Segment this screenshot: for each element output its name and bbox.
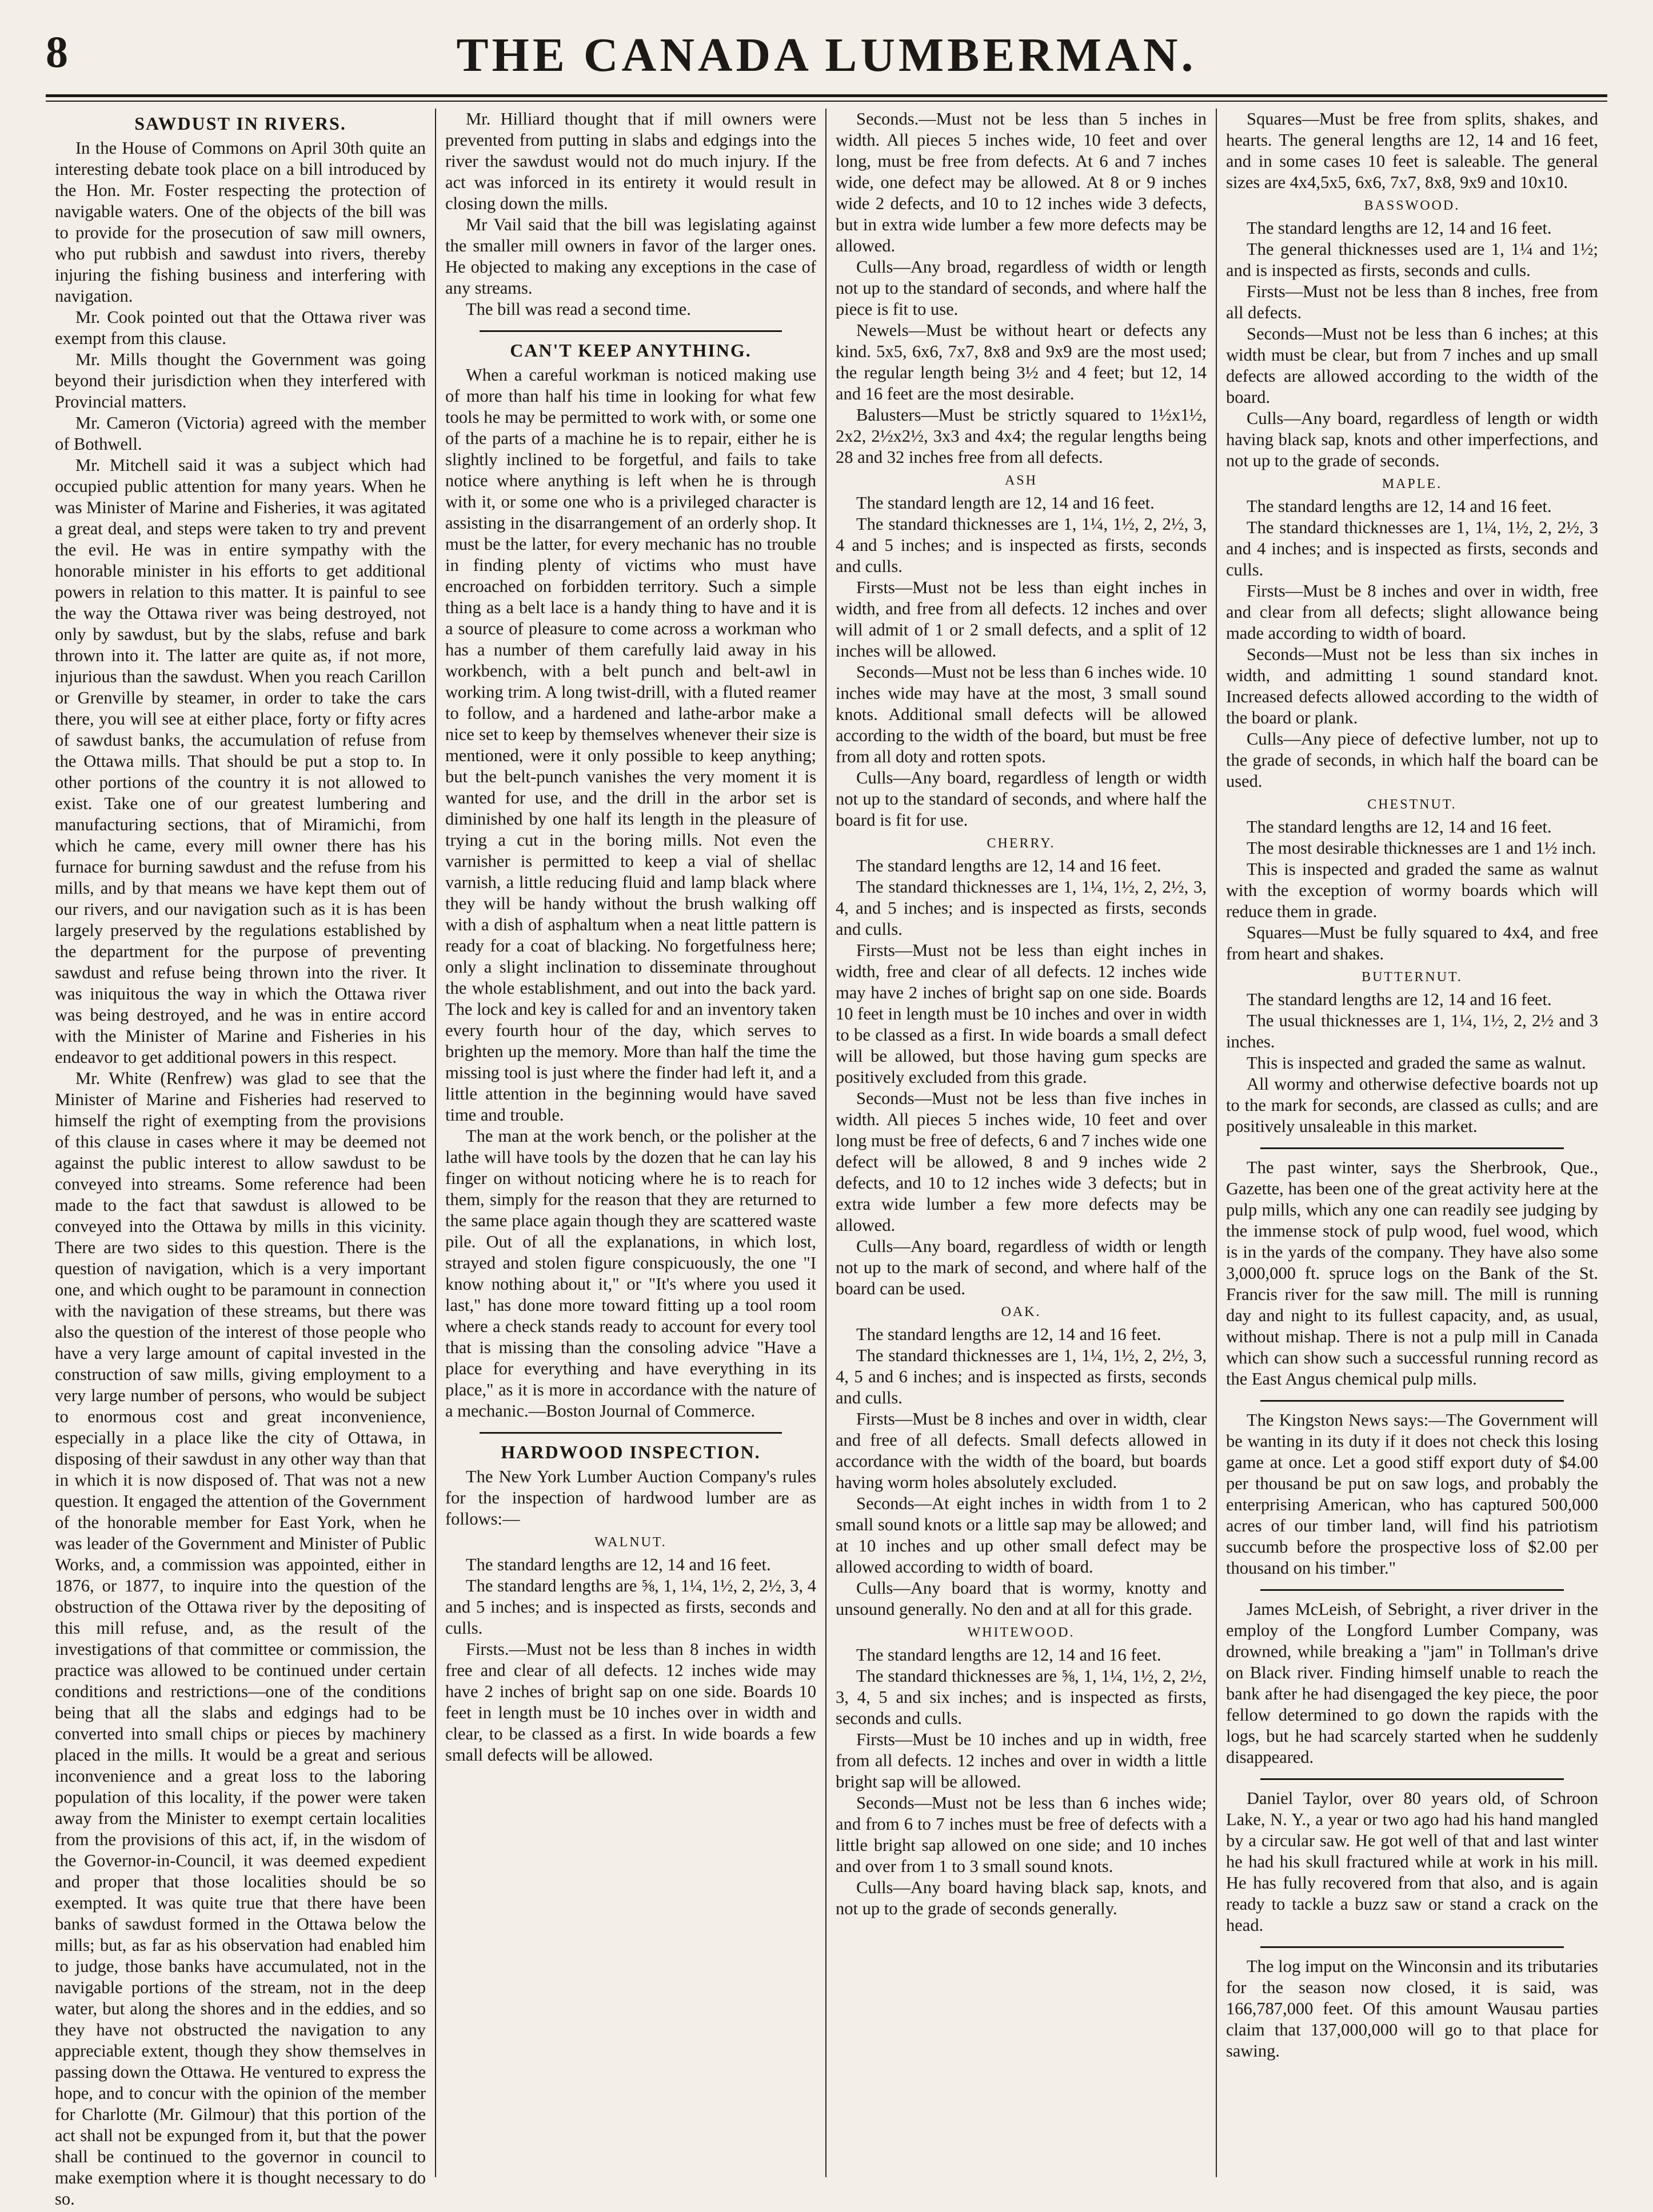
- paragraph: The standard lengths are 12, 14 and 16 feet.: [1247, 497, 1552, 516]
- paragraph: The most desirable thicknesses are 1 and 1½ inch.: [1247, 838, 1596, 858]
- subheading-butternut: BUTTERNUT.: [1361, 970, 1463, 985]
- paragraph: Culls—Any board, regardless of width or length not up to the mark of second, and where half of the board can be used.: [836, 1237, 1207, 1298]
- paragraph: Seconds.—Must not be less than 5 inches in width. All pieces 5 inches wide, 10 feet and over long, must be free from defects. At 6 and 7 inches wide, one defect may be allowed. At 8 or 9 inches wide 2 defects, and 10 to 12 inches wide 3 defects, but in extra wide lumber a few more defects may be allowed.: [836, 109, 1207, 255]
- subheading-ash: ASH: [1004, 473, 1037, 488]
- paragraph: Seconds—Must not be less than six inches in width, and admitting 1 sound standard knot. Increased defects allowed according to the width of the board or plank.: [1226, 645, 1598, 727]
- subheading-basswood: BASSWOOD.: [1364, 198, 1460, 213]
- paragraph: Mr. White (Renfrew) was glad to see that the Minister of Marine and Fisheries had reserved to himself the right of exempting from the provisions of this clause in cases where it may be deemed not against the public interest to allow sawdust to be conveyed into streams. Some reference had been made to the fact that sawdust is allowed to be conveyed into the Ottawa by mills in this vicinity. There are two sides to this question. There is the question of navigation, which is a very important one, and which ought to be paramount in connection with the navigation of these streams, but there was also the question of the interest of those people who have a very large amount of capital invested in the construction of saw mills, giving employment to a very large number of persons, who would be subject to enormous cost and great inconvenience, especially in a place like the city of Ottawa, in disposing of their sawdust in any other way than that in which it is now disposed of. That was not a new question. It engaged the attention of the Government of the honorable member for East York, when he was leader of the Government and Minister of Public Works, and, a commission was appointed, either in 1876, or 1877, to inquire into the question of the obstruction of the Ottawa river by the depositing of this mill refuse, and, as the result of the investigations of that committee or commission, the practice was allowed to be continued under certain conditions and restrictions—one of the conditions being that all the slabs and edgings had to be converted into small chips or pieces by machinery placed in the mills. It would be a great and serious inconvenience and a great loss to the laboring population of this locality, if the power were taken away from the Minister to exempt certain localities from the provisions of this act, if, in the wisdom of the Governor-in-Council, it was deemed expedient and proper that those localities should be so exempted. It was quite true that there have been banks of sawdust formed in the Ottawa below the mills; but, as far as his observation had enabled him to judge, those banks have accumulated, not in the navigable portions of the stream, not in the deep water, but along the shores and in the eddies, and so they have not obstructed the navigation to any appreciable extent, though they show themselves in passing down the Ottawa. He ventured to express the hope, and to concur with the opinion of the member for Charlotte (Mr. Gilmour) that this portion of the act shall not be expunged from it, but that the power shall be continued to the governor in council to make exemption where it is thought necessary to do so.: [55, 1069, 426, 2209]
- paragraph: This is inspected and graded the same as walnut with the exception of wormy boards which will reduce them in grade.: [1226, 859, 1598, 921]
- paragraph: Mr. Mitchell said it was a subject which had occupied public attention for many years. When he was Minister of Marine and Fisheries, it was agitated a great deal, and steps were taken to try and prevent the evil. He was in entire sympathy with the honorable minister in his efforts to get additional powers in relation to this matter. It is painful to see the way the Ottawa river was being destroyed, not only by sawdust, but by the slabs, refuse and bark thrown into it. The latter are quite as, if not more, injurious than the sawdust. When you reach Carillon or Grenville by steamer, in order to take the cars there, you will see at either place, forty or fifty acres of sawdust banks, the accumulation of refuse from the Ottawa mills. That should be put a stop to. In other portions of the country it is not allowed to exist. Take one of our greatest lumbering and manufacturing sections, that of Miramichi, from which he came, every mill owner there has his furnace for burning sawdust and the refuse from his mills, and by that means we have kept them out of our rivers, and our navigation such as it is has been largely preserved by the regulations established by the department for the purpose of preventing sawdust and refuse being thrown into the river. It was iniquitous the way in which the Ottawa river was being destroyed, and he was in entire accord with the Minister of Marine and Fisheries in his endeavor to get additional powers in this respect.: [55, 455, 426, 1067]
- paragraph: Seconds—Must not be less than 6 inches wide. 10 inches wide may have at the most, 3 small sound knots. Additional small defects will be allowed according to the width of the board, but must be free from all doty and rotten spots.: [836, 662, 1207, 766]
- paragraph: The usual thicknesses are 1, 1¼, 1½, 2, 2½ and 3 inches.: [1226, 1011, 1598, 1051]
- paragraph: The standard lengths are 12, 14 and 16 feet.: [856, 1325, 1161, 1344]
- column-2: [436, 109, 826, 2177]
- paragraph: Culls—Any board, regardless of length or width not up to the standard of seconds, and where half the board is fit for use.: [836, 768, 1207, 830]
- paragraph: The standard thicknesses are 1, 1¼, 1½, 2, 2½, 3 and 4 inches; and is inspected as firsts, seconds and culls.: [1226, 518, 1598, 579]
- article-heading-cant-keep: CAN'T KEEP ANYTHING.: [510, 340, 752, 361]
- news-item-wisconsin: The log imput on the Winconsin and its tributaries for the season now closed, it is said, was 166,787,000 feet. Of this amount Wausau parties claim that 137,000,000 will go to that place for sawing.: [1226, 1957, 1598, 2061]
- paragraph: Culls—Any broad, regardless of width or length not up to the standard of seconds, and where half the piece is fit to use.: [836, 257, 1207, 319]
- paragraph: Firsts—Must be 10 inches and up in width, free from all defects. 12 inches and over in width a little bright sap will be allowed.: [836, 1730, 1207, 1791]
- paragraph: Seconds—Must not be less than five inches in width. All pieces 5 inches wide, 10 feet and over long must be free of defects, 6 and 7 inches wide one defect will be allowed, 8 and 9 inches wide 2 defects, and 10 to 12 inches wide 3 defects; but in extra wide lumber a few more defects may be allowed.: [836, 1089, 1207, 1235]
- article-columns: [46, 109, 1607, 2209]
- paragraph: The general thicknesses used are 1, 1¼ and 1½; and is inspected as firsts, seconds and culls.: [1226, 239, 1598, 280]
- paragraph: Seconds—At eight inches in width from 1 to 2 small sound knots or a little sap may be allowed; and at 10 inches and up other small defect may be allowed according to width of board.: [836, 1494, 1207, 1577]
- paragraph: The standard lengths are 12, 14 and 16 feet.: [1247, 990, 1552, 1009]
- paragraph: Mr. Cook pointed out that the Ottawa river was exempt from this clause.: [55, 307, 426, 348]
- paragraph: Firsts—Must be 8 inches and over in width, free and clear from all defects; slight allowance being made according to width of board.: [1226, 581, 1598, 643]
- paragraph: The man at the work bench, or the polisher at the lathe will have tools by the dozen that he can lay his finger on without noticing where he is to reach for them, simply for the reason that they are returned to the same place again though they are scattered waste pile. Out of all the explanations, in which lost, strayed and stolen figure conspicuously, the one "I know nothing about it," or "It's where you used it last," has done more toward fitting up a tool room where a check stands ready to account for every tool that is missing than the consoling advice "Have a place for everything and have everything in its place," as it is more in accordance with the nature of a mechanic.—Boston Journal of Commerce.: [445, 1126, 816, 1421]
- paragraph: Seconds—Must not be less than 6 inches wide; and from 6 to 7 inches must be free of defects with a little bright sap allowed on one side; and 10 inches and over from 1 to 3 small sound knots.: [836, 1793, 1207, 1876]
- paragraph: When a careful workman is noticed making use of more than half his time in looking for what few tools he may be permitted to work with, or some one of the parts of a machine he is to repair, either he is slightly inclined to be forgetful, and fails to take notice where anything is left when he is through with it, or some one who is a privileged character is assisting in the disarrangement of an orderly shop. It must be the latter, for every mechanic has no trouble in finding plenty of victims who must have encroached on forbidden territory. Such a simple thing as a belt lace is a handy thing to have and it is a source of pleasure to come across a workman who has a number of them carefully laid away in his workbench, with a belt punch and belt-awl in working trim. A long twist-drill, with a fluted reamer to follow, and a hardened and lathe-arbor make a nice set to keep by themselves whenever their size is mentioned, were it only possible to keep anything; but the belt-punch vanishes the very moment it is wanted for use, and the drill in the arbor set is diminished by one half its length in the pleasure of trying a cut in the boring mills. Not even the varnisher is permitted to keep a vial of shellac varnish, a little reducing fluid and lamp black where they will be handy without the brush walking off with a dish of asphaltum when a neat little pattern is ready for a coat of blacking. No forgetfulness here; only a slight inclination to disseminate throughout the whole establishment, and out into the back yard. The lock and key is called for and an inventory taken every fourth hour of the day, which serves to brighten up the memory. More than half the time the missing tool is just where the finder had left it, and a little attention in the beginning would have saved time and trouble.: [445, 365, 816, 1125]
- article-divider: [1260, 1778, 1564, 1780]
- article-divider: [1260, 1946, 1564, 1948]
- paragraph: The standard length are 12, 14 and 16 feet.: [856, 493, 1155, 513]
- paper-title: THE CANADA LUMBERMAN.: [456, 29, 1197, 82]
- paragraph: Balusters—Must be strictly squared to 1½x1½, 2x2, 2½x2½, 3x3 and 4x4; the regular lengths being 28 and 32 inches free from all defects.: [836, 405, 1207, 467]
- page-number: 8: [46, 27, 68, 77]
- masthead: [46, 23, 1607, 97]
- subheading-cherry: CHERRY.: [987, 836, 1056, 851]
- article-divider: [1260, 1400, 1564, 1402]
- paragraph: Squares—Must be fully squared to 4x4, and free from heart and shakes.: [1226, 923, 1598, 963]
- paragraph: Culls—Any piece of defective lumber, not up to the grade of seconds, in which half the board can be used.: [1226, 729, 1598, 791]
- paragraph: The standard thicknesses are ⅝, 1, 1¼, 1½, 2, 2½, 3, 4, 5 and six inches; and is inspected as firsts, seconds and culls.: [836, 1666, 1207, 1728]
- paragraph: Mr Vail said that the bill was legislating against the smaller mill owners in favor of the larger ones. He objected to making any exceptions in the case of any streams.: [445, 215, 816, 298]
- paragraph: The standard thicknesses are 1, 1¼, 1½, 2, 2½, 3, 4, and 5 inches; and is inspected as firsts, seconds and culls.: [836, 877, 1207, 939]
- paragraph: The standard lengths are 12, 14 and 16 feet.: [856, 856, 1161, 875]
- paragraph: Seconds—Must not be less than 6 inches; at this width must be clear, but from 7 inches and up small defects are allowed according to the width of the board.: [1226, 324, 1598, 407]
- paragraph: The standard lengths are 12, 14 and 16 feet.: [1247, 218, 1552, 238]
- article-heading-hardwood: HARDWOOD INSPECTION.: [501, 1442, 761, 1462]
- subheading-maple: MAPLE.: [1382, 477, 1443, 491]
- paragraph: Firsts.—Must not be less than 8 inches in width free and clear of all defects. 12 inches wide may have 2 inches of bright sap on one side. Boards 10 feet in length must be 10 inches over in width and clear, to be classed as a first. In wide boards a few small defects will be allowed.: [445, 1639, 816, 1765]
- paragraph: Firsts—Must not be less than eight inches in width, and free from all defects. 12 inches and over will admit of 1 or 2 small defects, and a split of 12 inches will be allowed.: [836, 578, 1207, 661]
- article-divider: [1260, 1147, 1564, 1149]
- subheading-walnut: WALNUT.: [594, 1535, 667, 1550]
- paragraph: Mr. Cameron (Victoria) agreed with the member of Bothwell.: [55, 413, 426, 454]
- article-divider: [480, 330, 782, 332]
- paragraph: Mr. Mills thought the Government was going beyond their jurisdiction when they interfered with Provincial matters.: [55, 350, 426, 411]
- paragraph: This is inspected and graded the same as walnut.: [1247, 1053, 1586, 1073]
- paragraph: Newels—Must be without heart or defects any kind. 5x5, 6x6, 7x7, 8x8 and 9x9 are the most used; the regular length being 3½ and 4 feet; but 12, 14 and 16 feet are the most desirable.: [836, 321, 1207, 403]
- paragraph: The standard lengths are 12, 14 and 16 feet.: [466, 1555, 771, 1574]
- paragraph: The standard lengths are 12, 14 and 16 feet.: [1247, 817, 1552, 837]
- paragraph: Culls—Any board that is wormy, knotty and unsound generally. No den and at all for this grade.: [836, 1578, 1207, 1619]
- paragraph: All wormy and otherwise defective boards not up to the mark for seconds, are classed as culls; and are positively unsaleable in this market.: [1226, 1074, 1598, 1136]
- paragraph: Firsts—Must not be less than eight inches in width, free and clear of all defects. 12 inches wide may have 2 inches of bright sap on one side. Boards 10 feet in length must be 10 inches and over in width to be classed as a first. In wide boards a small defect will be allowed, but those having gum specks are positively excluded from this grade.: [836, 941, 1207, 1087]
- paragraph: Firsts—Must be 8 inches and over in width, clear and free of all defects. Small defects allowed in accordance with the width of the board, but boards having worm holes absolutely excluded.: [836, 1409, 1207, 1492]
- subheading-chestnut: CHESTNUT.: [1367, 797, 1457, 812]
- paragraph: Squares—Must be free from splits, shakes, and hearts. The general lengths are 12, 14 and 16 feet, and in some cases 10 feet is saleable. The general sizes are 4x4,5x5, 6x6, 7x7, 8x8, 9x9 and 10x10.: [1226, 109, 1598, 192]
- paragraph: The bill was read a second time.: [466, 299, 691, 319]
- article-divider: [1260, 1589, 1564, 1591]
- news-item-taylor: Daniel Taylor, over 80 years old, of Schroon Lake, N. Y., a year or two ago had his hand mangled by a circular saw. He got well of that and last winter he had his skull fractured while at work in his mill. He has fully recovered from that also, and is again ready to tackle a buzz saw or stand a crack on the head.: [1226, 1789, 1598, 1935]
- article-heading-sawdust: SAWDUST IN RIVERS.: [134, 113, 346, 134]
- column-3: [826, 109, 1217, 2177]
- column-4: [1217, 109, 1607, 2177]
- paragraph: Culls—Any board, regardless of length or width having black sap, knots and other imperfections, and not up to the grade of seconds.: [1226, 409, 1598, 470]
- paragraph: The standard thicknesses are 1, 1¼, 1½, 2, 2½, 3, 4, 5 and 6 inches; and is inspected as firsts, seconds and culls.: [836, 1346, 1207, 1407]
- paragraph: Mr. Hilliard thought that if mill owners were prevented from putting in slabs and edgings into the river the sawdust would not do much injury. If the act was inforced in its entirety it would result in closing down the mills.: [445, 109, 816, 213]
- news-item-sherbrook: The past winter, says the Sherbrook, Que., Gazette, has been one of the great activity here at the pulp mills, which any one can readily see judging by the immense stock of pulp wood, fuel wood, which is in the yards of the company. They have also some 3,000,000 ft. spruce logs on the Bank of the St. Francis river for the saw mill. The mill is running day and night to its fullest capacity, and, as usual, without mishap. There is not a pulp mill in Canada which can show such a successful running record as the East Angus chemical pulp mills.: [1226, 1158, 1598, 1389]
- news-item-kingston: The Kingston News says:—The Government will be wanting in its duty if it does not check this losing game at once. Let a good stiff export duty of $4.00 per thousand be put on saw logs, and probably the enterprising American, who has captured 500,000 acres of our timber land, will find his patriotism succumb before the prospective loss of $2.00 per thousand on his timber.": [1226, 1410, 1598, 1578]
- paragraph: Firsts—Must not be less than 8 inches, free from all defects.: [1226, 282, 1598, 322]
- paragraph: In the House of Commons on April 30th quite an interesting debate took place on a bill introduced by the Hon. Mr. Foster respecting the protection of navigable waters. One of the objects of the bill was to provide for the prosecution of saw mill owners, who put rubbish and sawdust into rivers, thereby injuring the fishing business and interfering with navigation.: [55, 138, 426, 306]
- paragraph: The New York Lumber Auction Company's rules for the inspection of hardwood lumber are as follows:—: [445, 1467, 816, 1529]
- news-item-mcleish: James McLeish, of Sebright, a river driver in the employ of the Longford Lumber Company, was drowned, while breaking a "jam" in Tollman's drive on Black river. Finding himself unable to reach the bank after he had disengaged the key piece, the poor fellow determined to go down the rapids with the logs, but he had scarcely started when he suddenly disappeared.: [1226, 1599, 1598, 1767]
- paragraph: The standard lengths are ⅝, 1, 1¼, 1½, 2, 2½, 3, 4 and 5 inches; and is inspected as firsts, seconds and culls.: [445, 1576, 816, 1638]
- paragraph: The standard lengths are 12, 14 and 16 feet.: [856, 1645, 1161, 1665]
- subheading-oak: OAK.: [1001, 1305, 1041, 1319]
- column-1: [46, 109, 436, 2209]
- paragraph: The standard thicknesses are 1, 1¼, 1½, 2, 2½, 3, 4 and 5 inches; and is inspected as firsts, seconds and culls.: [836, 514, 1207, 576]
- article-divider: [480, 1432, 782, 1434]
- subheading-whitewood: WHITEWOOD.: [967, 1625, 1075, 1640]
- masthead-rule: [46, 94, 1607, 102]
- paragraph: Culls—Any board having black sap, knots, and not up to the grade of seconds generally.: [836, 1878, 1207, 1918]
